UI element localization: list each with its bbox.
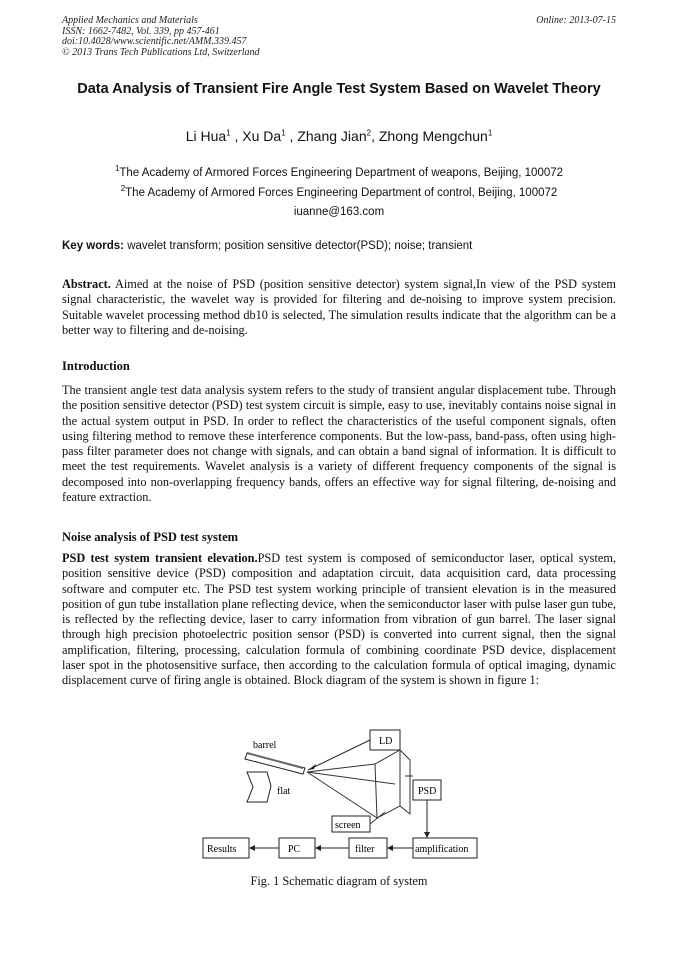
- affiliation-text: The Academy of Armored Forces Engineering Department of weapons, Beijing, 100072: [119, 166, 564, 179]
- author-sup: 1: [487, 128, 493, 138]
- abstract-text: Aimed at the noise of PSD (position sensitive detector) system signal,In view of the PSD system signal characteristic, the wavelet way is provided for filtering and de-noising to improve system precision. Suitable wavelet processing method db10 is selected, The simulation results indicate that the algorithm can be a better way to filtering and de-noising.: [62, 277, 616, 337]
- author-sup: 2: [366, 128, 372, 138]
- psd-label: PSD: [418, 786, 437, 797]
- ld-label: LD: [379, 736, 393, 747]
- screen-label: screen: [335, 820, 361, 831]
- author-name: Li Hua: [185, 128, 227, 144]
- issn-line: ISSN: 1662-7482, Vol. 339, pp 457-461: [62, 25, 220, 37]
- keywords-label: Key words:: [62, 240, 124, 252]
- affiliation-text: The Academy of Armored Forces Engineering Department of control, Beijing, 100072: [125, 186, 558, 199]
- keywords-text: wavelet transform; position sensitive detector(PSD); noise; transient: [127, 240, 473, 252]
- paper-title: Data Analysis of Transient Fire Angle Test System Based on Wavelet Theory: [77, 81, 601, 97]
- noise-section-heading: Noise analysis of PSD test system: [62, 530, 239, 544]
- amp-to-filter-arrowhead: [387, 845, 393, 851]
- barrel-edge: [247, 753, 303, 768]
- pc-to-results-arrowhead: [249, 845, 255, 851]
- noise-section-text: [62, 551, 616, 689]
- journal-header: [62, 16, 616, 58]
- amplification-label: amplification: [415, 844, 469, 855]
- abstract: [62, 277, 616, 338]
- pc-label: PC: [288, 844, 301, 855]
- author-sup: 1: [281, 128, 286, 138]
- system-schematic-figure: [195, 728, 485, 870]
- affiliation-sup: 2: [120, 184, 126, 193]
- introduction-text: The transient angle test data analysis system refers to the study of transient angular displacement tube. Through the position sensitive detector (PSD) test system circuit is simple, easy to use, inevitably contains noise signal in the actual system output in PSD. In order to reflect the characteristics of the useful component signals, often using filtering method to remove these interference components. But the low-pass, band-pass, often using high-pass filter parameter does not change with signals, and can obtain a band signal of information. It is difficult to meet the test requirements. Wavelet analysis is a variety of different frequency components of the signal is decomposed into non-overlapping frequency bands, offers an effective way for signal filtering, de-noising and feature extraction.: [62, 383, 616, 505]
- filter-label: filter: [355, 844, 375, 855]
- reflect-line-mid: [307, 772, 395, 784]
- keywords: [62, 240, 616, 252]
- author-list: Li Hua$^1$ , Xu Da$^1$ , Zhang Jian$^2$, Zhong Mengchun$^1$: [185, 128, 493, 144]
- online-date: Online: 2013-07-15: [536, 15, 616, 26]
- affiliation-1: [62, 164, 616, 179]
- author-name: Zhong Mengchun: [378, 128, 488, 144]
- copyright-line: © 2013 Trans Tech Publications Ltd, Switzerland: [62, 46, 260, 58]
- run-in-heading: PSD test system transient elevation.: [62, 551, 258, 565]
- screen-plane: [375, 750, 400, 818]
- flat-label: flat: [277, 786, 291, 797]
- barrel-shape: [245, 753, 305, 774]
- screen-side: [400, 750, 410, 814]
- journal-name: Applied Mechanics and Materials: [62, 15, 198, 26]
- author-name: Zhang Jian: [297, 128, 367, 144]
- psd-to-amp-arrowhead: [424, 832, 430, 838]
- affiliation-sup: 1: [114, 164, 120, 173]
- figure-caption: Fig. 1 Schematic diagram of system: [250, 874, 428, 888]
- reflect-line-bottom: [307, 772, 377, 818]
- barrel-label: barrel: [253, 740, 277, 751]
- flat-shape: [247, 772, 271, 802]
- abstract-label: Abstract.: [62, 277, 111, 291]
- screen-pointer-line: [370, 812, 385, 824]
- introduction-heading: Introduction: [62, 359, 130, 373]
- filter-to-pc-arrowhead: [315, 845, 321, 851]
- doi-line: doi:10.4028/www.scientific.net/AMM.339.457: [62, 36, 247, 47]
- author-name: Xu Da: [242, 128, 282, 144]
- author-sup: 1: [226, 128, 231, 138]
- noise-section-body: PSD test system is composed of semiconductor laser, optical system, position sensitive device (PSD) composition and adaptation circuit, data acquisition card, data processing software and computer etc. The PSD test system working principle of transient elevation is in the measured position of gun tube installation plane reflecting device, when the semiconductor laser with pulse laser gun tube, is reflected by the reflecting device, laser to carry information from vibration of gun barrel. The laser signal through high precision photoelectric position sensor (PSD) is converted into current signal, then the signal amplification, filtering, processing, calculation formula of combining coordinate PSD device, displacement laser spot in the photosensitive surface, then according to the calculation formula of optical imaging, dynamic displacement curve of firing angle is obtained. Block diagram of the system is shown in figure 1:: [62, 551, 616, 688]
- results-label: Results: [207, 844, 237, 855]
- author-email: iuanne@163.com: [293, 206, 385, 218]
- affiliation-2: [62, 184, 616, 199]
